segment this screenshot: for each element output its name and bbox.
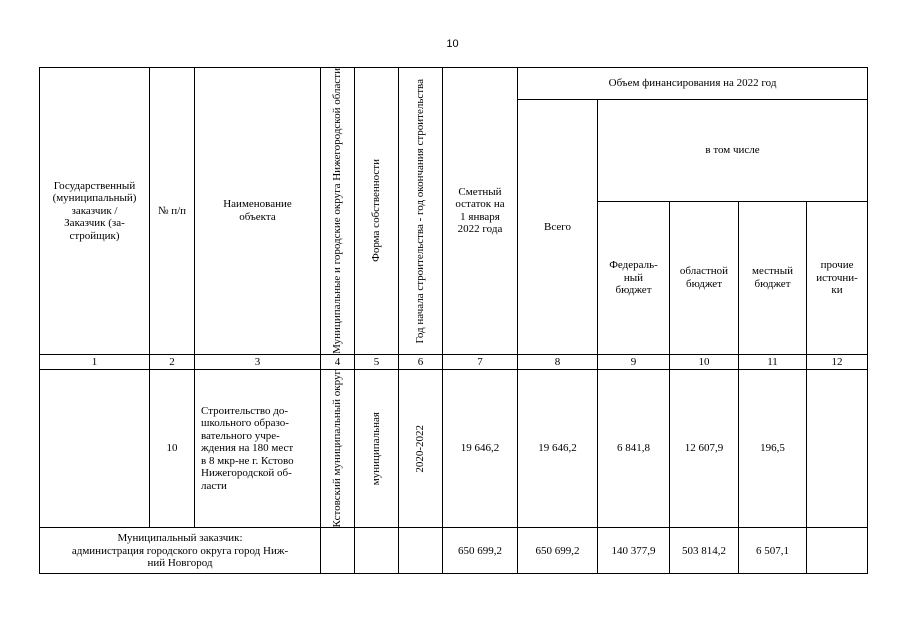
summary-row <box>40 528 868 574</box>
summary-empty-cell <box>355 528 399 574</box>
header-local: местный бюджет <box>739 201 807 354</box>
header-years: Год начала строительства - год окончания строительства <box>414 78 427 344</box>
header-customer: Государственный (муниципальный) заказчик / Заказчик (за- стройщик) <box>40 68 150 355</box>
summary-estimate: 650 699,2 <box>443 528 518 574</box>
column-number: 8 <box>518 354 598 369</box>
column-number: 4 <box>321 354 355 369</box>
column-number-row <box>40 354 868 369</box>
row-years-cell <box>399 369 443 528</box>
row-object-name: Строительство до- школьного образо- вательного учре- ждения на 180 мест в 8 мкр-не г. Кстово Нижегородской об- ласти <box>195 369 321 528</box>
summary-label: Муниципальный заказчик: администрация городского округа город Ниж- ний Новгород <box>40 528 321 574</box>
financing-table <box>39 67 868 574</box>
summary-other <box>807 528 868 574</box>
header-years-cell <box>399 68 443 355</box>
header-municipality-cell <box>321 68 355 355</box>
table-row <box>40 369 868 528</box>
column-number: 10 <box>670 354 739 369</box>
page-number: 10 <box>446 38 459 50</box>
summary-federal: 140 377,9 <box>598 528 670 574</box>
row-local: 196,5 <box>739 369 807 528</box>
header-estimate: Сметный остаток на 1 января 2022 года <box>443 68 518 355</box>
summary-empty-cell <box>399 528 443 574</box>
row-estimate: 19 646,2 <box>443 369 518 528</box>
column-number: 2 <box>150 354 195 369</box>
row-years: 2020-2022 <box>414 424 427 473</box>
row-federal: 6 841,8 <box>598 369 670 528</box>
header-ownership: Форма собственности <box>370 159 383 263</box>
header-total: Всего <box>518 100 598 355</box>
row-ownership-cell <box>355 369 399 528</box>
column-number: 5 <box>355 354 399 369</box>
column-number: 1 <box>40 354 150 369</box>
row-municipality-cell <box>321 369 355 528</box>
column-number: 12 <box>807 354 868 369</box>
column-number: 7 <box>443 354 518 369</box>
header-num: № п/п <box>150 68 195 355</box>
header-object-name: Наименование объекта <box>195 68 321 355</box>
column-number: 6 <box>399 354 443 369</box>
row-total: 19 646,2 <box>518 369 598 528</box>
row-other <box>807 369 868 528</box>
summary-local: 6 507,1 <box>739 528 807 574</box>
header-federal: Федераль- ный бюджет <box>598 201 670 354</box>
column-number: 9 <box>598 354 670 369</box>
summary-empty-cell <box>321 528 355 574</box>
header-regional: областной бюджет <box>670 201 739 354</box>
header-other: прочие источни- ки <box>807 201 868 354</box>
row-ownership: муниципальная <box>370 411 383 486</box>
row-municipality: Кстовский муниципальный округ <box>331 369 344 528</box>
header-financing-group: Объем финансирования на 2022 год <box>518 68 868 100</box>
row-regional: 12 607,9 <box>670 369 739 528</box>
header-including: в том числе <box>598 100 868 202</box>
header-municipality: Муниципальные и городские округа Нижегородской области <box>331 68 344 354</box>
summary-regional: 503 814,2 <box>670 528 739 574</box>
header-ownership-cell <box>355 68 399 355</box>
summary-total: 650 699,2 <box>518 528 598 574</box>
row-num: 10 <box>150 369 195 528</box>
column-number: 11 <box>739 354 807 369</box>
column-number: 3 <box>195 354 321 369</box>
row-customer <box>40 369 150 528</box>
